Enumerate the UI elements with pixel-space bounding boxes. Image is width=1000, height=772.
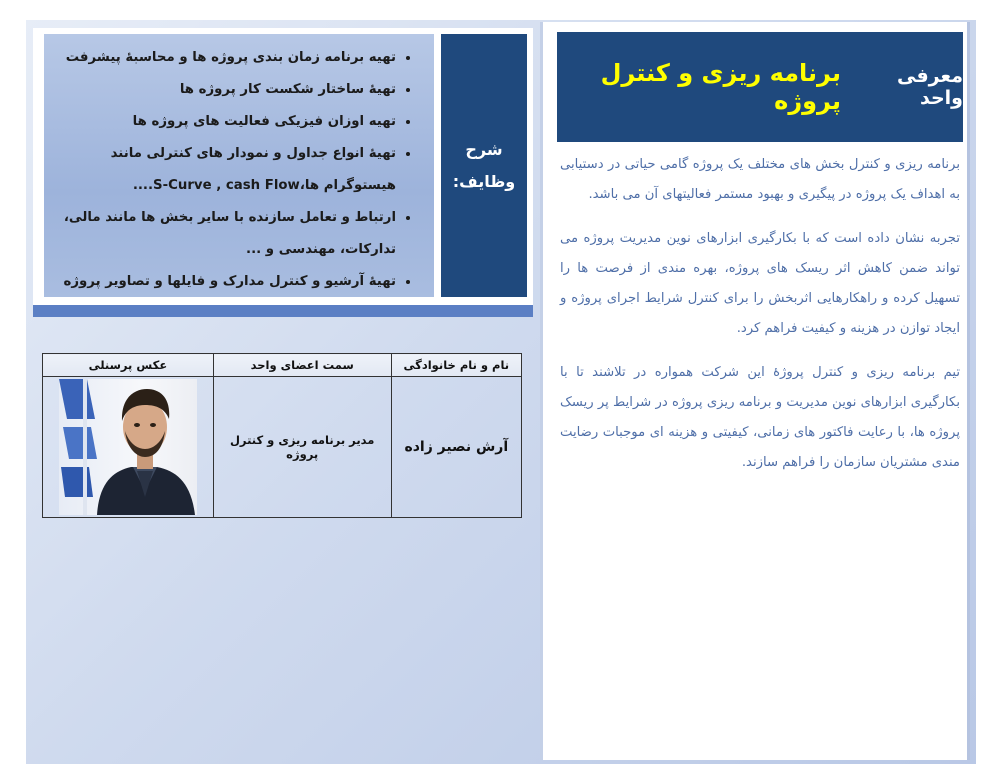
staff-name: آرش نصیر زاده (391, 377, 521, 518)
table-row (43, 377, 522, 518)
intro-paragraph: تیم برنامه ریزی و کنترل پروژۀ این شرکت همواره در تلاشند تا با بکارگیری ابزارهای نوین مدیریت و برنامه ریزی پروژه در شرایط پر ریسک پروژه ها، با رعایت فاکتور های زمانی، کیفیتی و هزینه ای موجبات رضایت مندی مشتریان سازمان را فراهم سازند. (560, 365, 960, 470)
person-portrait-icon (59, 379, 197, 515)
duty-item: • ارتباط و تعامل سازنده با سایر بخش ها مانند مالی، تدارکات، مهندسی و ... (54, 202, 396, 266)
unit-description (560, 150, 960, 492)
staff-photo-cell (43, 377, 214, 518)
section-divider (33, 305, 533, 317)
duties-label: وظایف: (452, 171, 516, 191)
duties-label: شرح (465, 139, 503, 159)
duties-list (44, 34, 434, 298)
unit-header (557, 32, 963, 142)
duties-list-box (44, 34, 434, 297)
staff-role: مدیر برنامه ریزی و کنترل پروژه (213, 377, 391, 518)
staff-photo (59, 379, 197, 515)
duty-item: • تهیۀ آرشیو و کنترل مدارک و فایلها و تصاویر پروژه (54, 266, 396, 298)
duty-item: • تهیۀ ساختار شکست کار پروژه ها (54, 74, 396, 106)
role-column-header: سمت اعضای واحد (213, 354, 391, 377)
intro-paragraph: برنامه ریزی و کنترل بخش های مختلف یک پروژه گامی حیاتی در دستیابی به اهداف یک پروژه در پیگیری و بهبود مستمر فعالیتهای آن می باشد. (560, 157, 960, 202)
name-column-header: نام و نام خانوادگی (391, 354, 521, 377)
staff-table (42, 353, 522, 518)
duty-item: • تهیه برنامه زمان بندی پروژه ها و محاسبۀ پیشرفت (54, 42, 396, 74)
duty-item: • تهیه اوزان فیزیکی فعالیت های پروژه ها (54, 106, 396, 138)
photo-column-header: عکس پرسنلی (43, 354, 214, 377)
duties-label-box (441, 34, 527, 297)
unit-intro-label: معرفی واحد (897, 65, 963, 109)
table-header-row (43, 354, 522, 377)
duty-item: • تهیۀ انواع جداول و نمودار های کنترلی مانند هیستوگرام ها،S-Curve , cash Flow.... (54, 138, 396, 202)
unit-title: برنامه ریزی و کنترل پروژه (600, 59, 841, 115)
intro-paragraph: تجربه نشان داده است که با بکارگیری ابزارهای نوین مدیریت پروژه می تواند ضمن کاهش اثر ریسک های پروژه، بهره مندی از فرصت ها را تسهیل کرده و راهکارهایی اثربخش را برای کنترل شرایط اجرای پروژه و ایجاد توازن در هزینه و کیفیت فراهم کرد. (560, 231, 960, 336)
